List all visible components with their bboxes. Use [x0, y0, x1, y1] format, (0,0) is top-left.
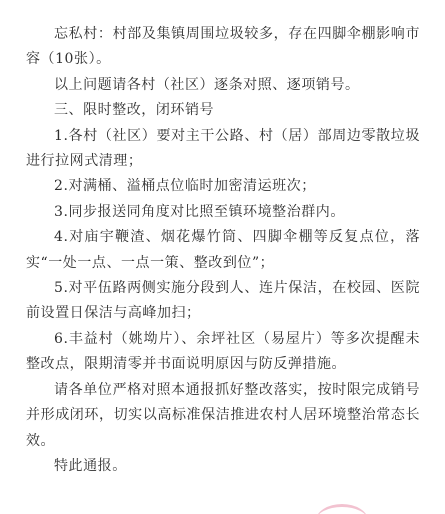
list-item: 5.对平伍路两侧实施分段到人、连片保洁，在校园、医院前设置日保洁与高峰加扫；: [26, 280, 420, 322]
official-seal-fragment: [316, 504, 368, 514]
list-item: 4.对庙宇鞭渣、烟花爆竹筒、四脚伞棚等反复点位，落实“一处一点、一点一策、整改到位”；: [26, 229, 420, 271]
list-item: 6.丰益村（姚坳片）、余坪社区（易屋片）等多次提醒未整改点，限期清零并书面说明原因与防反弹措施。: [26, 330, 420, 373]
list-item: 3.同步报送同角度对比照至镇环境整治群内。: [54, 203, 345, 220]
list-item: 1.各村（社区）要对主干公路、村（居）部周边零散垃圾进行拉网式清理；: [26, 127, 420, 170]
notice-document: [26, 22, 420, 479]
section-heading: 三、限时整改，闭环销号: [54, 102, 215, 119]
list-item: 2.对满桶、溢桶点位临时加密清运班次；: [54, 178, 316, 195]
closing-paragraph: 请各单位严格对照本通报抓好整改落实，按时限完成销号并形成闭环，切实以高标准保洁推进农村人居环境整治常态长效。: [26, 381, 420, 449]
rectification-instruction: 以上问题请各村（社区）逐条对照、逐项销号。: [54, 76, 360, 93]
village-issue-paragraph: 忘私村：村部及集镇周围垃圾较多，存在四脚伞棚影响市容（10张）。: [26, 26, 420, 68]
closing-notice: 特此通报。: [54, 457, 127, 474]
